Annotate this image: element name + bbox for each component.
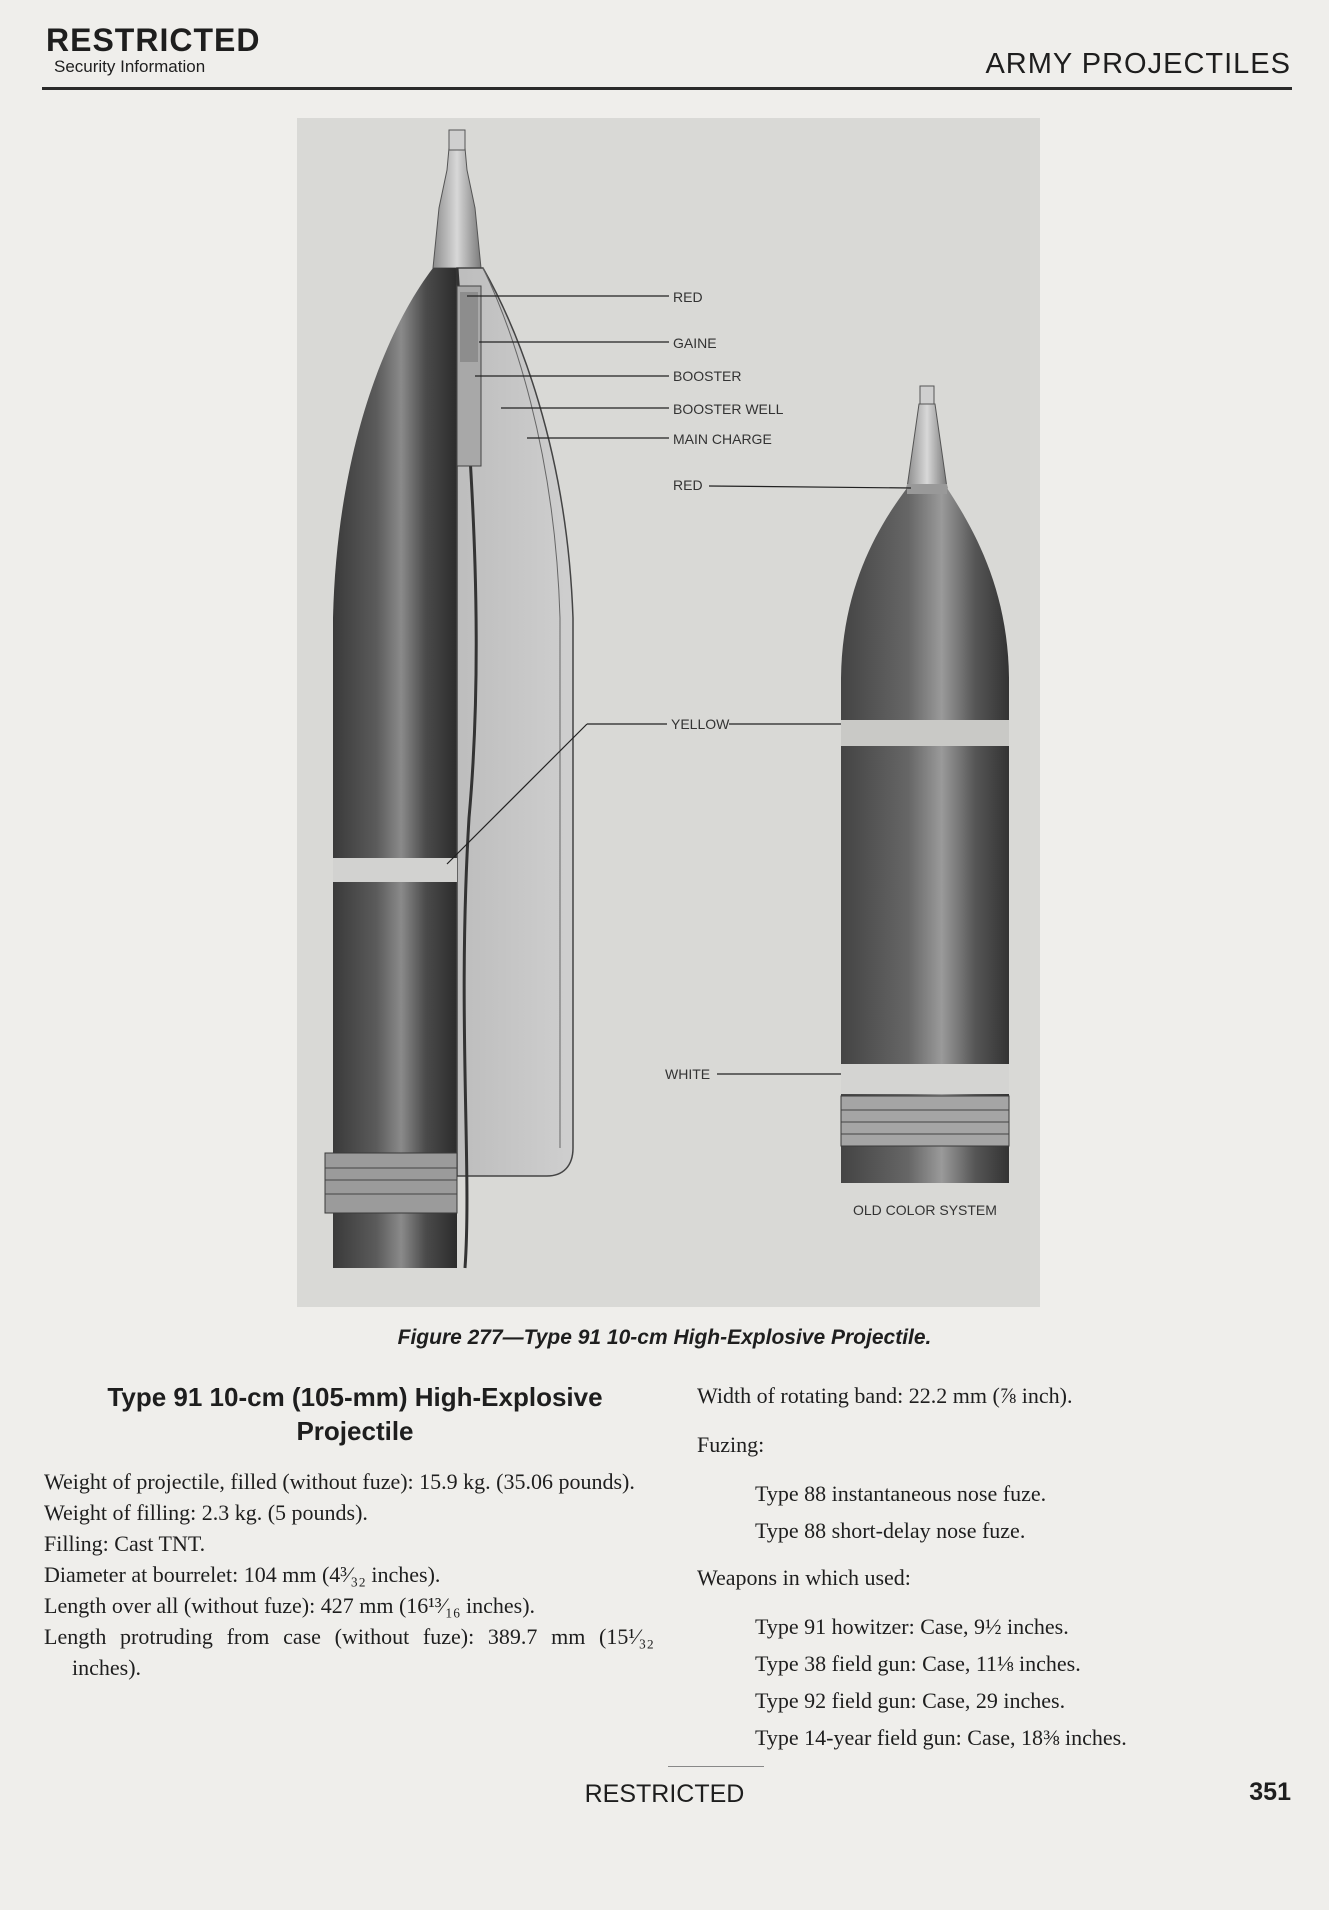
white-band-right xyxy=(841,1064,1009,1094)
footer-restricted: RESTRICTED xyxy=(584,1780,745,1808)
spec-weight-projectile: Weight of projectile, filled (without fuze): 15.9 kg. (35.06 pounds). xyxy=(44,1469,635,1494)
header-restricted: RESTRICTED xyxy=(46,22,261,58)
label-booster-well: BOOSTER WELL xyxy=(673,401,784,417)
yellow-band-right xyxy=(841,720,1009,746)
white-band-left xyxy=(333,858,457,882)
projectile-figure xyxy=(297,118,1040,1307)
fuze-tip-left xyxy=(449,130,465,150)
section-title-line2: Projectile xyxy=(296,1416,414,1446)
header-rule xyxy=(42,87,1292,90)
page-number: 351 xyxy=(1249,1778,1291,1806)
label-red: RED xyxy=(673,289,703,305)
label-yellow: YELLOW xyxy=(671,716,730,732)
label-gaine: GAINE xyxy=(673,335,717,351)
weapon-item: Type 92 field gun: Case, 29 inches. xyxy=(755,1688,1066,1713)
fuze-item: Type 88 instantaneous nose fuze. xyxy=(755,1481,1047,1506)
details-column xyxy=(697,1380,1307,1759)
rotating-band-width: Width of rotating band: 22.2 mm (⅞ inch). xyxy=(697,1383,1073,1408)
weapon-item: Type 14-year field gun: Case, 18⅜ inches. xyxy=(755,1725,1127,1750)
footer-rule xyxy=(668,1766,764,1767)
section-title xyxy=(44,1380,654,1448)
weapon-item: Type 38 field gun: Case, 11⅛ inches. xyxy=(755,1651,1081,1676)
label-old-color-system: OLD COLOR SYSTEM xyxy=(853,1202,997,1218)
fuze-tip-right xyxy=(920,386,934,404)
spec-diameter: Diameter at bourrelet: 104 mm (4³⁄₃₂ inches). xyxy=(44,1562,441,1587)
rotating-band-left xyxy=(325,1153,457,1213)
fuze-item: Type 88 short-delay nose fuze. xyxy=(755,1518,1026,1543)
spec-weight-filling: Weight of filling: 2.3 kg. (5 pounds). xyxy=(44,1500,368,1525)
spec-filling: Filling: Cast TNT. xyxy=(44,1531,206,1556)
rotating-band-right xyxy=(841,1096,1009,1146)
gaine-left xyxy=(460,292,478,362)
spec-length-overall: Length over all (without fuze): 427 mm (16¹³⁄₁₆ inches). xyxy=(44,1593,536,1618)
figure-caption: Figure 277—Type 91 10-cm High-Explosive Projectile. xyxy=(397,1326,932,1349)
section-title-line1: Type 91 10-cm (105-mm) High-Explosive xyxy=(107,1382,603,1412)
spec-length-protruding: Length protruding from case (without fuze): 389.7 mm (15¹⁄₃₂ inches). xyxy=(44,1624,654,1680)
label-main-charge: MAIN CHARGE xyxy=(673,431,772,447)
specifications-column xyxy=(44,1380,654,1683)
red-band-right xyxy=(907,484,947,494)
header-section-title: ARMY PROJECTILES xyxy=(985,48,1291,80)
label-red-right: RED xyxy=(673,477,703,493)
weapon-item: Type 91 howitzer: Case, 9½ inches. xyxy=(755,1614,1069,1639)
label-booster: BOOSTER xyxy=(673,368,742,384)
label-white: WHITE xyxy=(665,1066,711,1082)
weapons-label: Weapons in which used: xyxy=(697,1565,911,1590)
fuzing-label: Fuzing: xyxy=(697,1432,765,1457)
projectile-illustration xyxy=(297,118,1040,1307)
header-security-info: Security Information xyxy=(54,57,206,76)
